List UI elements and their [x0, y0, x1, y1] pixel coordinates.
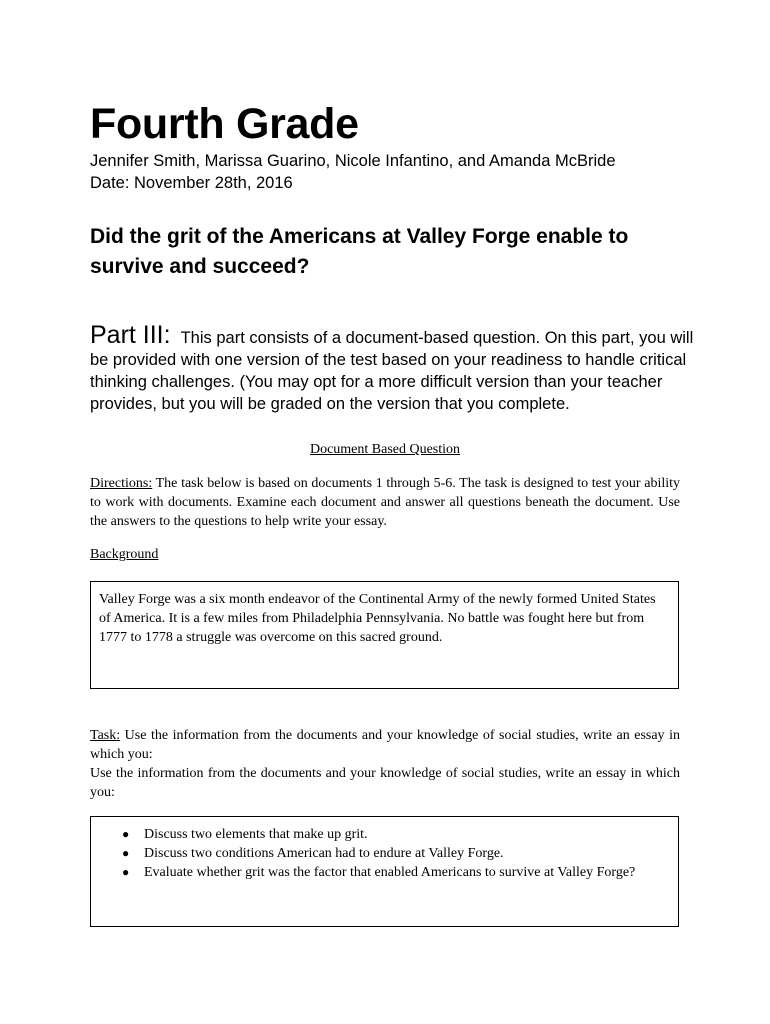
task-bullet-item — [122, 825, 666, 844]
authors-line: Jennifer Smith, Marissa Guarino, Nicole Infantino, and Amanda McBride — [90, 152, 616, 170]
task-label: Task: — [90, 728, 121, 743]
directions-text: The task below is based on documents 1 through 5-6. The task is designed to test your ability to work with documents. Examine each document and answer all questions beneath the document. Use the answers to the questions to help write your essay. — [90, 476, 680, 529]
background-label: Background — [90, 547, 159, 562]
task-bullet-item — [122, 863, 666, 882]
bullet-icon: ● — [122, 865, 130, 879]
bullet-icon: ● — [122, 846, 130, 860]
date-line: Date: November 28th, 2016 — [90, 174, 293, 192]
essential-question: Did the grit of the Americans at Valley Forge enable to survive and succeed? — [90, 225, 629, 278]
background-box — [90, 581, 679, 689]
part-three-text: This part consists of a document-based question. On this part, you will be provided with one version of the test based on your readiness to handle critical thinking challenges. (You may opt for a more difficult version than your teacher provides, but you will be graded on the version that you complete. — [90, 329, 694, 413]
task-line-1 — [90, 726, 680, 764]
task-text-1: Use the information from the documents and your knowledge of social studies, write an essay in which you: — [90, 728, 680, 762]
task-bullet-text: Discuss two elements that make up grit. — [144, 827, 368, 842]
background-text: Valley Forge was a six month endeavor of the Continental Army of the newly formed United States of America. It is a few miles from Philadelphia Pennsylvania. No battle was fought here but from 1777 to 1778 a struggle was overcome on this sacred ground. — [99, 592, 656, 645]
task-bullet-list — [91, 825, 666, 882]
task-bullet-item — [122, 844, 666, 863]
task-text-2: Use the information from the documents and your knowledge of social studies, write an essay in which you: — [90, 766, 680, 800]
part-three-label: Part III: — [90, 321, 171, 349]
task-bullet-text: Discuss two conditions American had to endure at Valley Forge. — [144, 846, 504, 861]
task-bullets-box — [90, 816, 679, 927]
directions-label: Directions: — [90, 476, 153, 491]
page-title: Fourth Grade — [90, 100, 359, 148]
task-bullet-text: Evaluate whether grit was the factor that enabled Americans to survive at Valley Forge? — [144, 865, 636, 880]
directions-paragraph — [90, 474, 680, 531]
dbq-heading: Document Based Question — [309, 442, 461, 457]
bullet-icon: ● — [122, 827, 130, 841]
task-paragraph — [90, 726, 680, 802]
part-three-paragraph — [90, 321, 695, 415]
